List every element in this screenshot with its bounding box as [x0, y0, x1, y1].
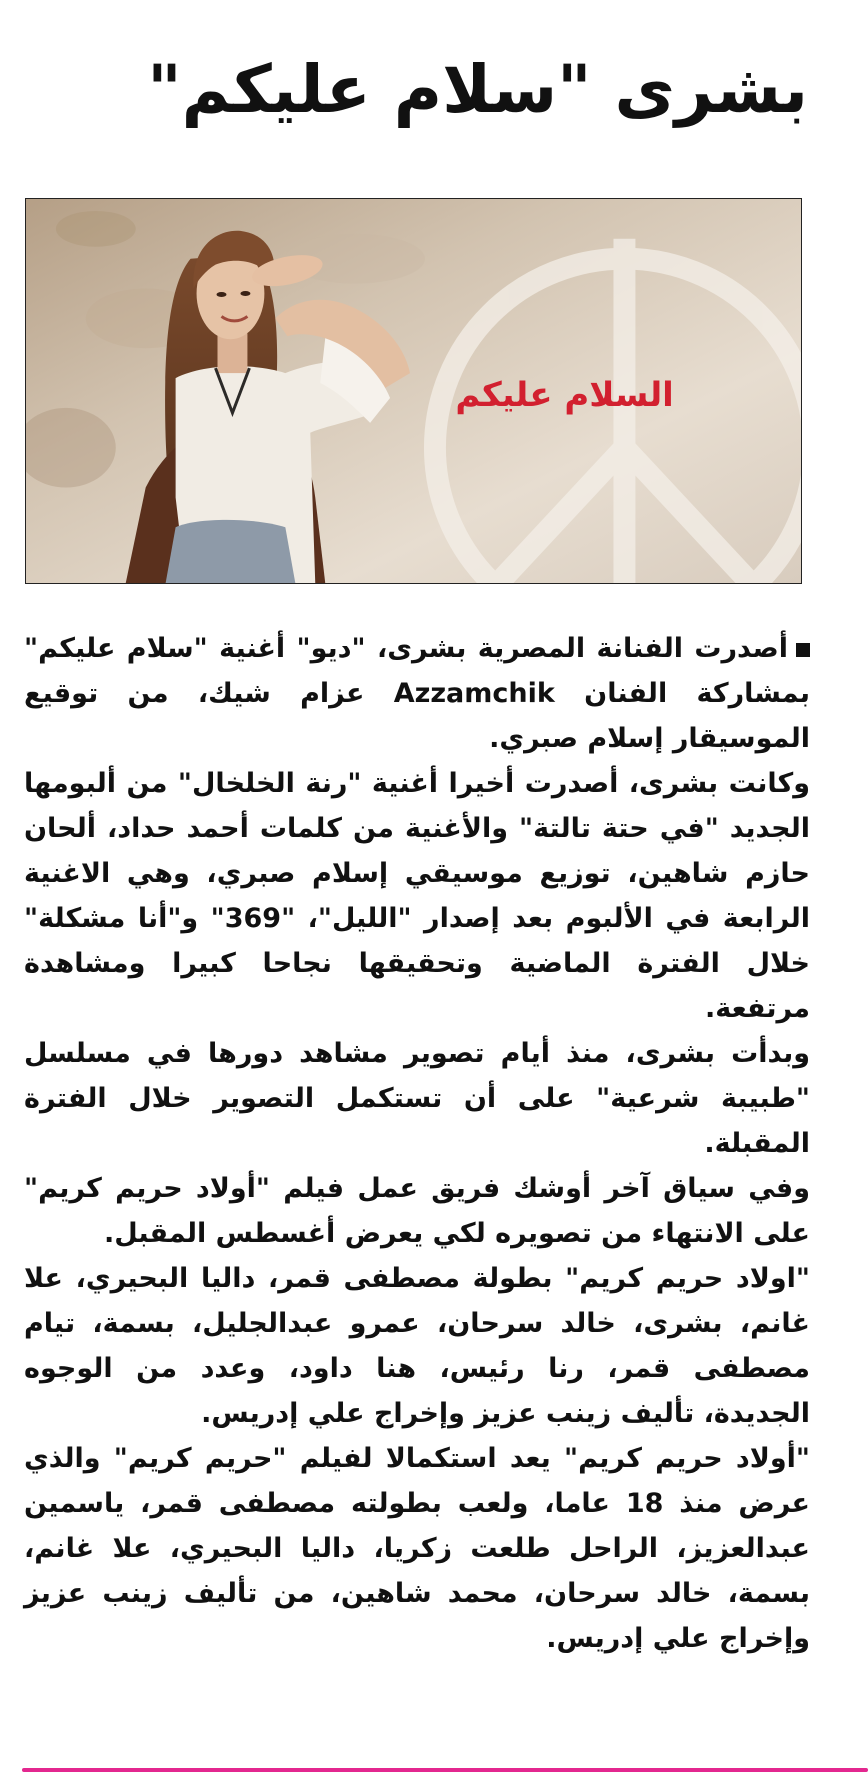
article-paragraph: وكانت بشرى، أصدرت أخيرا أغنية "رنة الخلخال" من ألبومها الجديد "في حتة تالتة" والأغنية من كلمات أحمد حداد، ألحان حازم شاهين، توزيع موسيقي إسلام صبري، وهي الاغنية الرابعة في الألبوم بعد إصدار "الليل"، "369" و"أنا مشكلة" خلال الفترة الماضية وتحقيقها نجاحا كبيرا ومشاهدة مرتفعة.: [24, 768, 810, 1024]
article-paragraph: "أولاد حريم كريم" يعد استكمالا لفيلم "حريم كريم" والذي عرض منذ 18 عاما، ولعب بطولته مصطفى قمر، ياسمين عبدالعزيز، الراحل طلعت زكريا، داليا البحيري، علا غانم، بسمة، خالد سرحان، محمد شاهين، من تأليف زينب عزيز وإخراج علي إدريس.: [24, 1443, 810, 1654]
article-paragraph: وفي سياق آخر أوشك فريق عمل فيلم "أولاد حريم كريم" على الانتهاء من تصويره لكي يعرض أغسطس المقبل.: [24, 1173, 810, 1249]
headline: بشرى "سلام عليكم": [147, 51, 808, 128]
paragraph-text: أصدرت الفنانة المصرية بشرى، "ديو" أغنية "سلام عليكم" بمشاركة الفنان Azzamchik عزام شيك، من توقيع الموسيقار إسلام صبري.: [24, 633, 810, 754]
bottom-divider-rule: [22, 1768, 868, 1772]
article-paragraph: [24, 626, 810, 761]
photo-caption-text: السلام عليكم: [455, 374, 674, 414]
article-body: [24, 626, 810, 1661]
article-paragraph: "اولاد حريم كريم" بطولة مصطفى قمر، داليا البحيري، علا غانم، بشرى، خالد سرحان، عمرو عبدالجليل، بسمة، تيام مصطفى قمر، رنا رئيس، هنا داود، وعدد من الوجوه الجديدة، تأليف زينب عزيز وإخراج علي إدريس.: [24, 1263, 810, 1429]
article-paragraph: وبدأت بشرى، منذ أيام تصوير مشاهد دورها في مسلسل "طبيبة شرعية" على أن تستكمل التصوير خلال الفترة المقبلة.: [24, 1038, 810, 1159]
singer-photo-illustration: [26, 199, 801, 583]
article-photo: [25, 198, 802, 584]
bullet-square-icon: [796, 643, 810, 657]
